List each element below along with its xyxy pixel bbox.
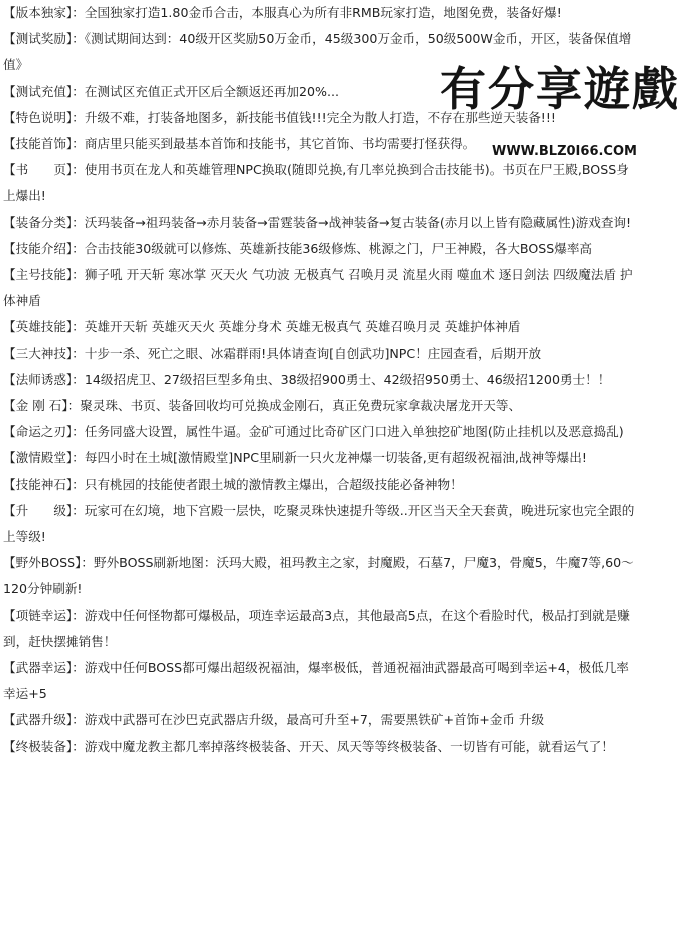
entry-passion-hall: 【激情殿堂】：每四小时在土城[激情殿堂]NPC里刷新一只火龙神爆一切装备,更有超级祝福油,战神等爆出! xyxy=(3,450,587,466)
entry-equipment-tiers: 【装备分类】：沃玛装备→祖玛装备→赤月装备→雷霆装备→战神装备→复古装备(赤月以上皆有隐藏属性)游戏查询! xyxy=(3,214,632,230)
watermark-title: 有分享遊戲 xyxy=(440,62,680,116)
entry-diamond: 【金 刚 石】：聚灵珠、书页、装备回收均可兑换成金刚石，真正免费玩家拿裁决屠龙开天等、 xyxy=(3,398,522,414)
entry-leveling: 【升 级】：玩家可在幻境，地下宫殿一层快，吃聚灵珠快速提升等级..开区当天全天套黄，晚进玩家也完全跟的上等级! xyxy=(3,502,635,545)
entry-skill-stone: 【技能神石】：只有桃园的技能使者跟土城的激情教主爆出，合超级技能必备神物！ xyxy=(3,476,463,492)
entry-version-exclusive: 【版本独家】：全国独家打造1.80金币合击，本服真心为所有非RMB玩家打造，地图免费，装备好爆! xyxy=(3,5,562,20)
entry-book-pages: 【书 页】：使用书页在龙人和英雄管理NPC换取(随即兑换,有几率兑换到合击技能书)。书页在尸王殿,BOSS身上爆出! xyxy=(3,162,629,204)
entry-weapon-upgrade: 【武器升级】：游戏中武器可在沙巴克武器店升级，最高可升至+7，需要黑铁矿+首饰+金币 升级 xyxy=(3,712,545,728)
entry-hero-skills: 【英雄技能】：英雄开天斩 英雄灭天火 英雄分身术 英雄无极真气 英雄召唤月灵 英雄护体神盾 xyxy=(3,319,521,335)
entry-skill-intro: 【技能介绍】：合击技能30级就可以修炼、英雄新技能36级修炼、桃源之门，尸王神殿，各大BOSS爆率高 xyxy=(3,240,593,256)
watermark-url: WWW.BLZ0I66.COM xyxy=(492,144,637,159)
entry-field-boss: 【野外BOSS】：野外BOSS刷新地图：沃玛大殿，祖玛教主之家，封魔殿，石墓7，尸魔3，骨魔5，牛魔7等,60～120分钟刷新! xyxy=(3,555,634,597)
entry-test-rewards: 【测试奖励】：《测试期间达到：40级开区奖励50万金币，45级300万金币，50级500W金币，开区，装备保值增值》 xyxy=(3,31,632,73)
entry-weapon-luck: 【武器幸运】：游戏中任何BOSS都可爆出超级祝福油，爆率极低，普通祝福油武器最高可喝到幸运+4，极低几率幸运+5 xyxy=(3,660,629,702)
entry-test-recharge: 【测试充值】：在测试区充值正式开区后全额返还再加20%... xyxy=(3,83,339,99)
entry-skill-jewelry: 【技能首饰】：商店里只能买到最基本首饰和技能书，其它首饰、书均需要打怪获得。 xyxy=(3,136,476,152)
document-body xyxy=(3,0,680,760)
entry-mage-summons: 【法师诱惑】：14级招虎卫、27级招巨型多角虫、38级招900勇士、42级招950勇士、46级招1200勇士！！ xyxy=(3,371,611,387)
entry-fate-blade: 【命运之刃】：任务同盛大设置，属性牛逼。金矿可通过比奇矿区门口进入单独挖矿地图(防止挂机以及恶意捣乱) xyxy=(3,424,624,440)
entry-ultimate-gear: 【终极装备】：游戏中魔龙教主都几率掉落终极装备、开天、凤天等等终极装备、一切皆有可能，就看运气了！ xyxy=(3,738,614,754)
entry-main-skills: 【主号技能】：狮子吼 开天斩 寒冰掌 灭天火 气功波 无极真气 召唤月灵 流星火雨 噬血术 逐日剑法 四级魔法盾 护体神盾 xyxy=(3,267,633,309)
entry-three-divine-skills: 【三大神技】：十步一杀、死亡之眼、冰霜群雨!具体请查询[自创武功]NPC！庄园查看，后期开放 xyxy=(3,345,542,361)
entry-features: 【特色说明】：升级不难，打装备地图多，新技能书值钱!!!完全为散人打造，不存在那些逆天装备!!! xyxy=(3,109,556,125)
entry-necklace-luck: 【项链幸运】：游戏中任何怪物都可爆极品，项连幸运最高3点，其他最高5点，在这个看脸时代，极品打到就是赚到，赶快摆摊销售！ xyxy=(3,607,630,649)
